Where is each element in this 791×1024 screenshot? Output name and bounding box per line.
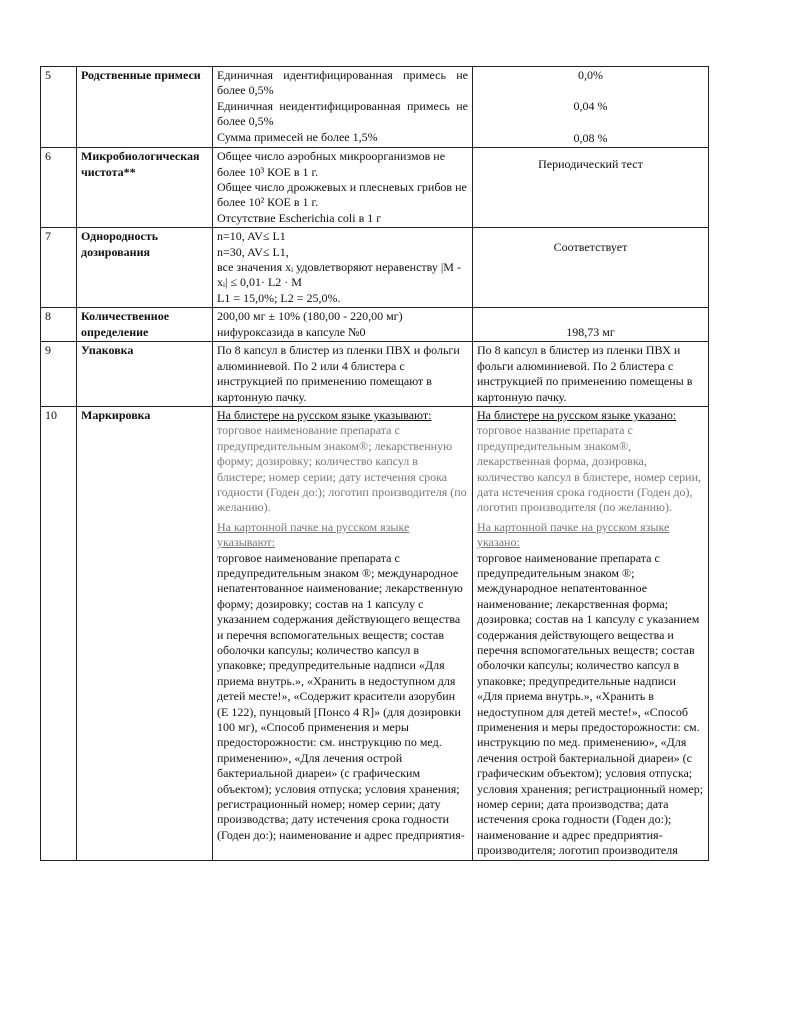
row-number: 6 bbox=[41, 148, 77, 228]
specification-cell: 200,00 мг ± 10% (180,00 - 220,00 мг) нифуроксазида в капсуле №0 bbox=[213, 308, 473, 342]
result-cell bbox=[473, 228, 709, 308]
spec-line: все значения xᵢ удовлетворяют неравенству |M - xᵢ| ≤ 0,01· L2 · M bbox=[217, 260, 461, 290]
specification-table bbox=[40, 66, 709, 861]
criterion-name: Микробиологическая чистота** bbox=[77, 148, 213, 228]
result-line: 0,08 % bbox=[573, 130, 608, 145]
result-line: Соответствует bbox=[553, 240, 628, 255]
result-cell bbox=[473, 67, 709, 148]
result-line: 0,04 % bbox=[573, 99, 608, 114]
spec-line: Единичная идентифицированная примесь не более 0,5% bbox=[217, 68, 468, 98]
row-number: 8 bbox=[41, 308, 77, 342]
result-box-text: торговое наименование препарата с предупредительным знаком ®; международное непатентованное наименование; лекарственная форма; дозировка; состав на 1 капсулу с указанием содержания действующего вещества и перечня вспомогательных веществ; состав оболочки капсулы; количество капсул в упаковке; предупредительные надписи «Для приема внутрь.», «Хранить в недоступном для детей месте!», «Способ применения и меры предосторожности: см. инструкцию по мед. применению», «Для лечения острой бактериальной диареи» (с графическим объектом); условия отпуска; условия хранения; регистрационный номер; номер серии; дата производства; дата истечения срока годности (Годен до:); наименование и адрес предприятия-производителя; логотип производителя bbox=[477, 550, 704, 858]
table-row bbox=[41, 228, 709, 308]
result-cell bbox=[473, 148, 709, 228]
table-row bbox=[41, 148, 709, 228]
result-cell: По 8 капсул в блистер из пленки ПВХ и фольги алюминиевой. По 2 блистера с инструкцией по применению помещены в картонную пачку. bbox=[473, 342, 709, 407]
specification-cell bbox=[213, 148, 473, 228]
spec-line: Единичная неидентифицированная примесь не более 0,5% bbox=[217, 98, 468, 129]
result-line: 0,0% bbox=[578, 68, 603, 82]
spec-line: Отсутствие Escherichia coli в 1 г bbox=[217, 210, 382, 225]
spec-line: Общее число дрожжевых и плесневых грибов не более 10² КОЕ в 1 г. bbox=[217, 180, 467, 210]
result-line: 198,73 мг bbox=[566, 324, 615, 339]
result-cell bbox=[473, 406, 709, 860]
spec-box-text: торговое наименование препарата с предупредительным знаком ®; международное непатентованное наименование; лекарственную форму; дозировку; состав на 1 капсулу с указанием содержания действующего вещества и перечня вспомогательных веществ; состав оболочки капсулы; количество капсул в упаковке; предупредительные надписи «Для приема внутрь.», «Хранить в недоступном для детей месте!», «Содержит красители азорубин (Е 122), пунцовый [Понсо 4 R]» (для дозировки 100 мг), «Способ применения и меры предосторожности: см. инструкцию по мед. применению», «Для лечения острой бактериальной диареи» (с графическим объектом); условия отпуска; условия хранения; регистрационный номер; номер серии; дату производства; дату истечения срока годности (Годен до:); наименование и адрес предприятия- bbox=[217, 550, 465, 842]
spec-line: n=10, AV≤ L1 bbox=[217, 229, 286, 244]
result-line: Периодический тест bbox=[538, 157, 643, 172]
table-row bbox=[41, 67, 709, 148]
row-number: 9 bbox=[41, 342, 77, 407]
spec-line: L1 = 15,0%; L2 = 25,0%. bbox=[217, 290, 341, 305]
result-cell bbox=[473, 308, 709, 342]
spec-blister-heading: На блистере на русском языке указывают: bbox=[217, 407, 432, 422]
spec-line: n=30, AV≤ L1, bbox=[217, 244, 289, 259]
table-row bbox=[41, 406, 709, 860]
criterion-name: Количественное определение bbox=[77, 308, 213, 342]
table-row bbox=[41, 308, 709, 342]
spec-line: Сумма примесей не более 1,5% bbox=[217, 129, 378, 144]
row-number: 7 bbox=[41, 228, 77, 308]
spec-blister-text: торговое наименование препарата с предупредительным знаком®; лекарственную форму; дозировку; количество капсул в блистере; номер серии; дату истечения срока годности (Годен до:); логотип производителя (по желанию). bbox=[217, 423, 467, 515]
document-page bbox=[40, 66, 708, 861]
table-row bbox=[41, 342, 709, 407]
specification-cell: По 8 капсул в блистер из пленки ПВХ и фольги алюминиевой. По 2 или 4 блистера с инструкцией по применению помещают в картонную пачку. bbox=[213, 342, 473, 407]
criterion-name: Маркировка bbox=[77, 406, 213, 860]
spec-line: Общее число аэробных микроорганизмов не более 10³ КОЕ в 1 г. bbox=[217, 149, 446, 179]
criterion-name: Родственные примеси bbox=[77, 67, 213, 148]
criterion-name: Упаковка bbox=[77, 342, 213, 407]
result-blister-heading: На блистере на русском языке указано: bbox=[477, 407, 677, 422]
specification-cell bbox=[213, 67, 473, 148]
row-number: 10 bbox=[41, 406, 77, 860]
criterion-name: Однородность дозирования bbox=[77, 228, 213, 308]
spec-box-heading: На картонной пачке на русском языке указывают: bbox=[217, 519, 410, 550]
result-blister-text: торговое название препарата с предупредительным знаком®, лекарственная форма, дозировка, количество капсул в блистере, номер серии, дата истечения срока годности (Годен до), логотип производителя (по желанию). bbox=[477, 423, 702, 515]
result-box-heading: На картонной пачке на русском языке указано: bbox=[477, 519, 670, 550]
specification-cell bbox=[213, 406, 473, 860]
row-number: 5 bbox=[41, 67, 77, 148]
specification-cell bbox=[213, 228, 473, 308]
